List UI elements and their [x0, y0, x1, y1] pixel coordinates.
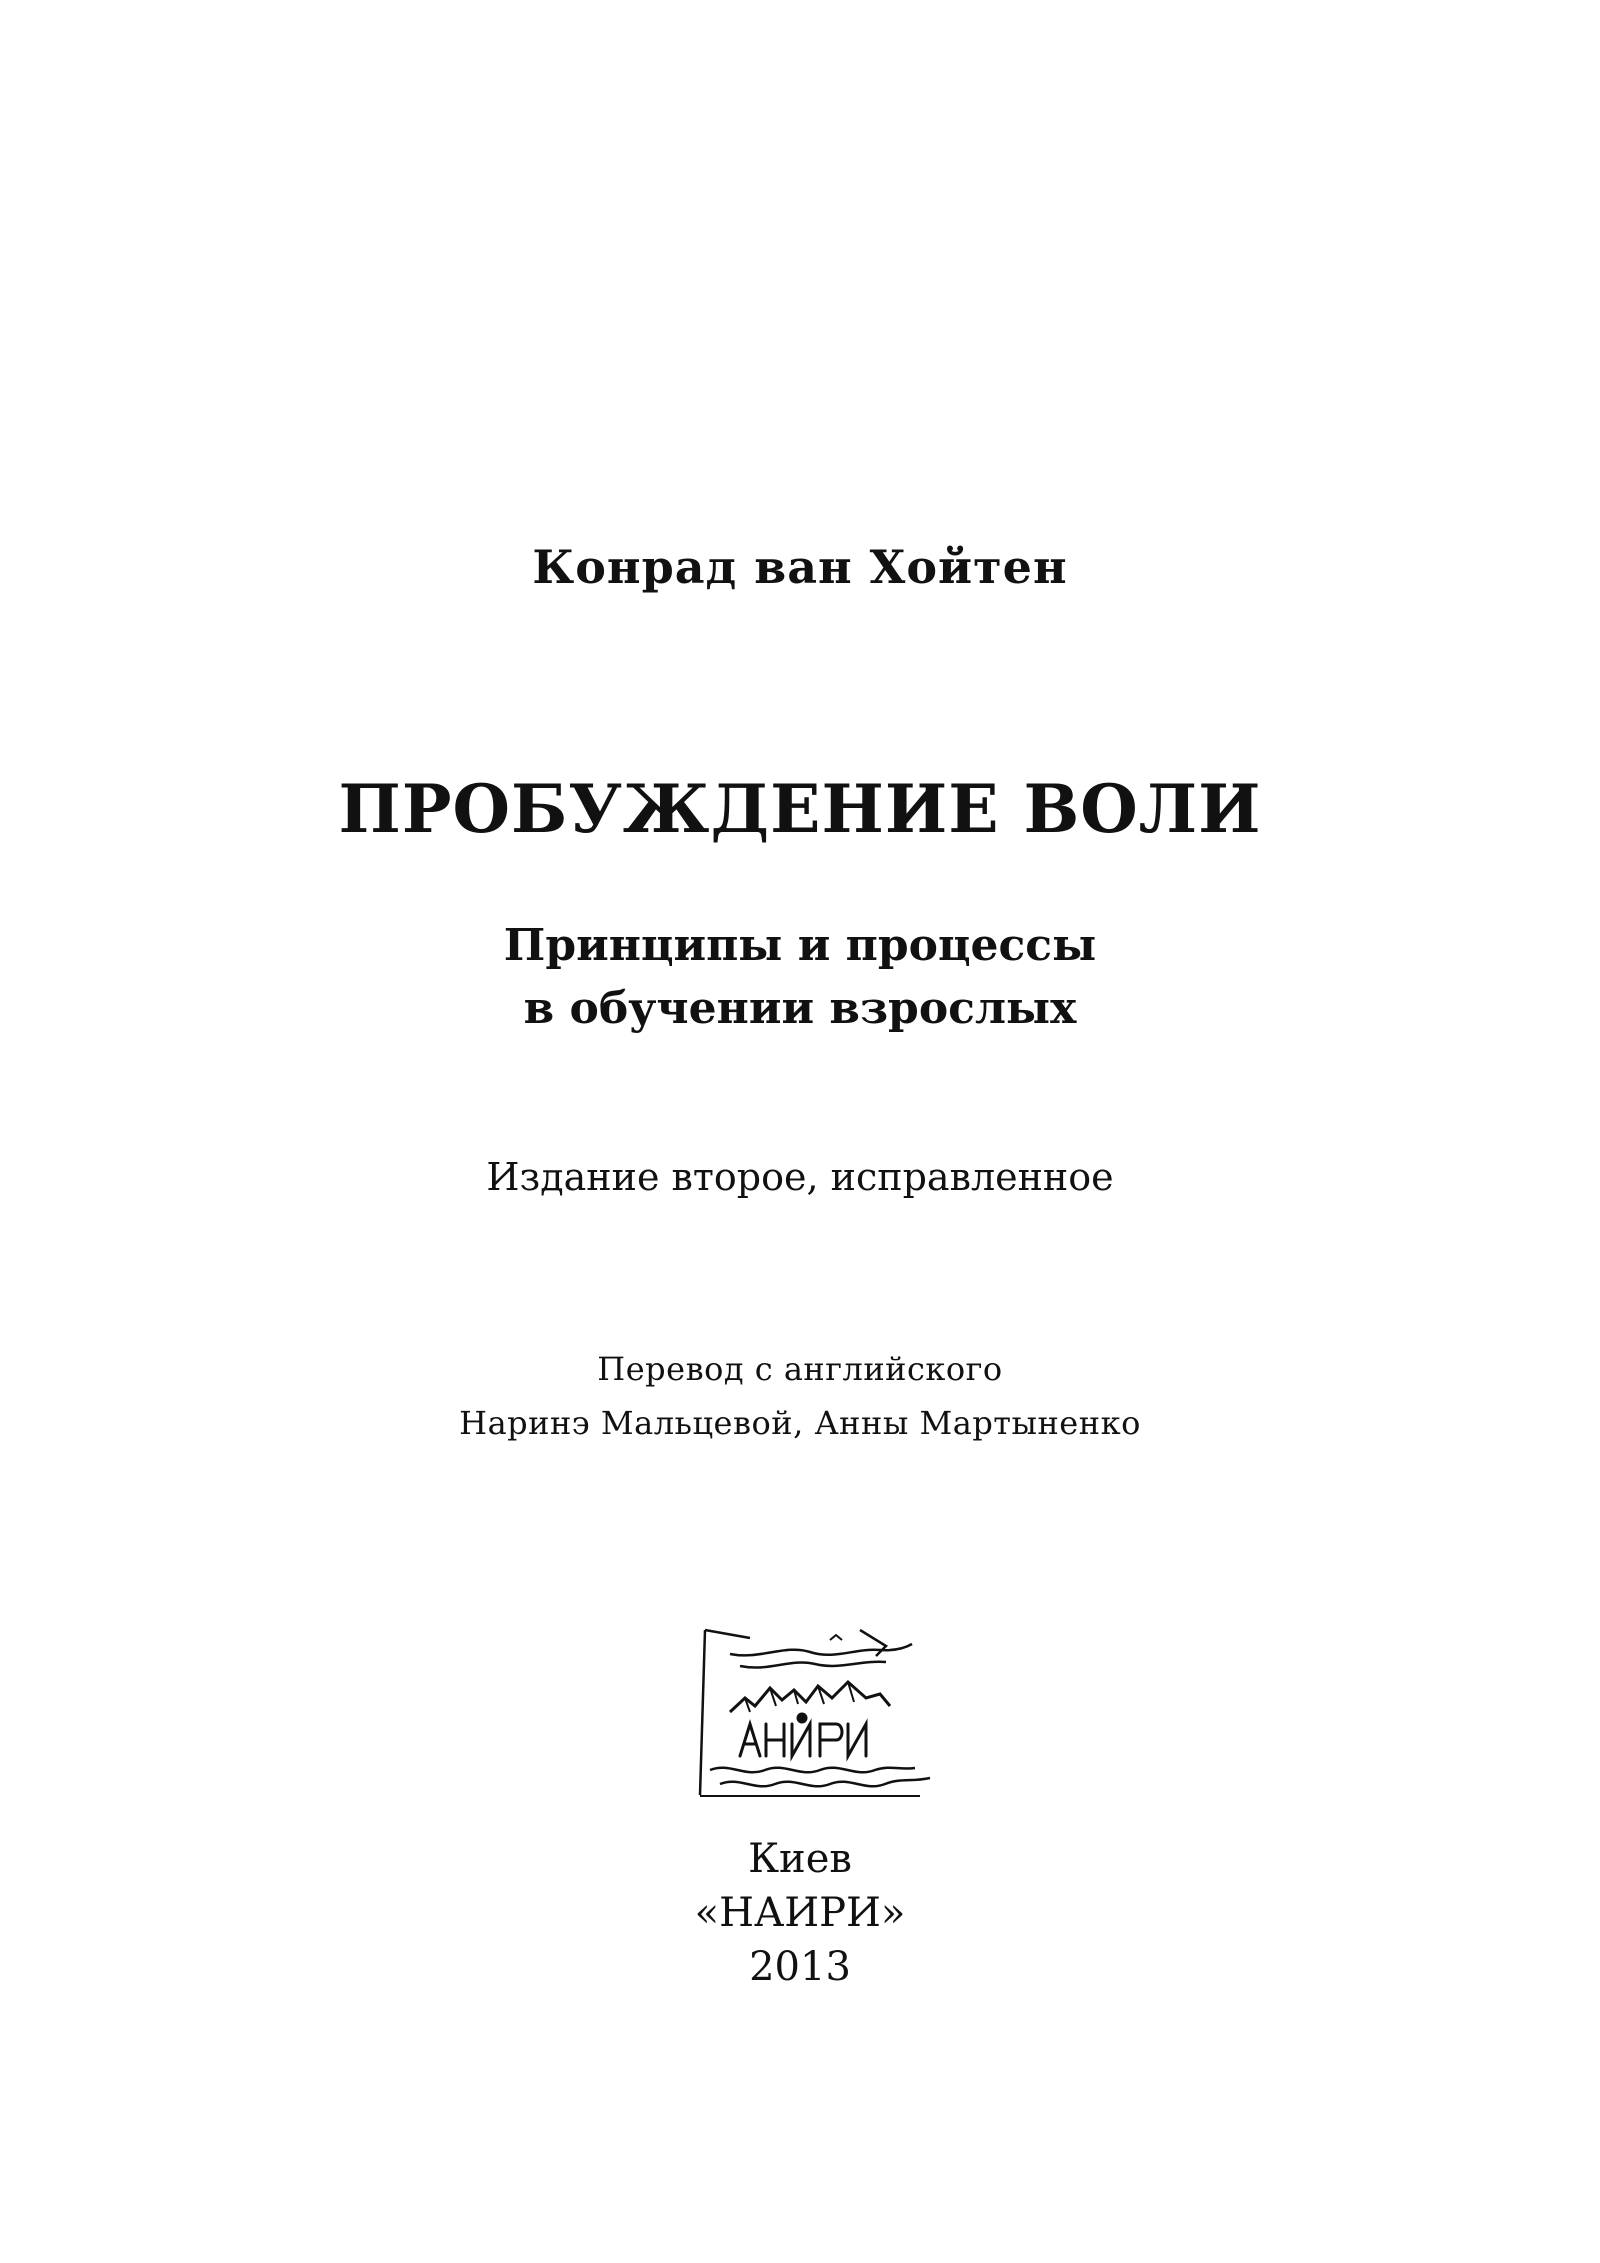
- imprint-city: Киев: [748, 1836, 852, 1882]
- imprint-year: 2013: [749, 1944, 851, 1990]
- subtitle-line-2: в обучении взрослых: [523, 983, 1077, 1034]
- author-name: Конрад ван Хойтен: [532, 540, 1068, 594]
- translation-credit-line-1: Перевод с английского: [597, 1350, 1003, 1388]
- subtitle-line-1: Принципы и процессы: [503, 920, 1097, 971]
- imprint-publisher: «НАИРИ»: [694, 1890, 906, 1936]
- book-title: ПРОБУЖДЕНИЕ ВОЛИ: [338, 770, 1262, 848]
- publisher-logo-icon: [690, 1620, 935, 1805]
- edition-note: Издание второе, исправленное: [486, 1155, 1114, 1199]
- translation-credit-line-2: Наринэ Мальцевой, Анны Мартыненко: [459, 1404, 1141, 1442]
